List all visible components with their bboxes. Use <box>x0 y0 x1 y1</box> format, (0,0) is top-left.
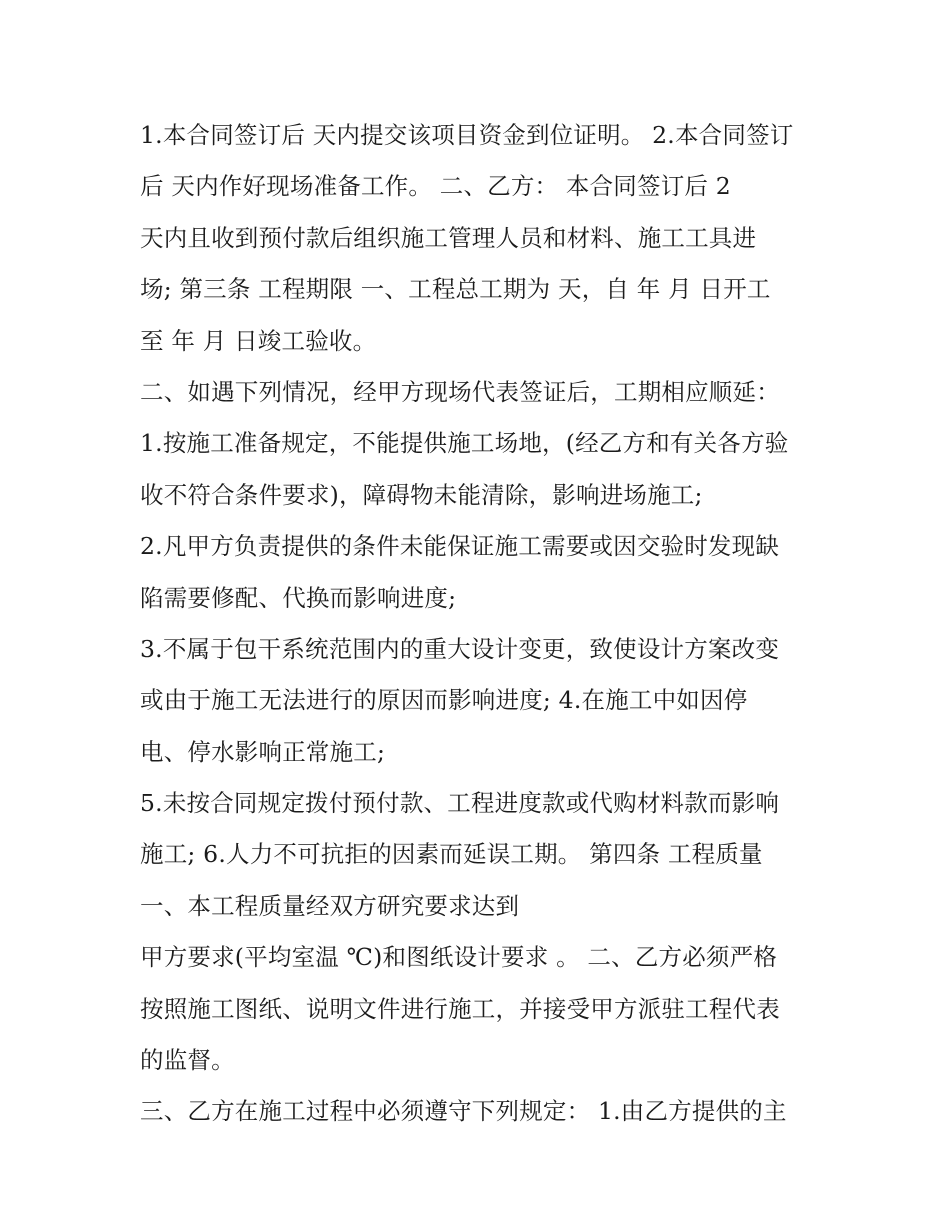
text-line: 甲方要求(平均室温 ℃)和图纸设计要求 。 二、乙方必须严格 <box>140 943 778 972</box>
text-line: 二、如遇下列情况，经甲方现场代表签证后，工期相应顺延： <box>140 377 780 406</box>
text-line: 1.本合同签订后 天内提交该项目资金到位证明。 2.本合同签订 <box>140 121 794 149</box>
text-line: 5.未按合同规定拨付预付款、工程进度款或代购材料款而影响 <box>140 789 780 818</box>
text-line: 三、乙方在施工过程中必须遵守下列规定： 1.由乙方提供的主 <box>140 1097 787 1126</box>
text-line: 2.凡甲方负责提供的条件未能保证施工需要或因交验时发现缺 <box>140 532 780 561</box>
text-line: 的监督。 <box>140 1046 235 1075</box>
text-line: 按照施工图纸、说明文件进行施工，并接受甲方派驻工程代表 <box>140 994 780 1023</box>
text-line: 至 年 月 日竣工验收。 <box>140 326 377 355</box>
text-line: 一、本工程质量经双方研究要求达到 <box>140 891 520 920</box>
text-line: 场; 第三条 工程期限 一、工程总工期为 天，自 年 月 日开工 <box>140 275 771 304</box>
text-line: 1.按施工准备规定，不能提供施工场地，(经乙方和有关各方验 <box>140 429 789 458</box>
text-line: 天内且收到预付款后组织施工管理人员和材料、施工工具进 <box>140 223 757 252</box>
text-line: 陷需要修配、代换而影响进度; <box>140 583 457 612</box>
text-line: 施工; 6.人力不可抗拒的因素而延误工期。 第四条 工程质量 <box>140 840 763 869</box>
text-line: 后 天内作好现场准备工作。 二、乙方： 本合同签订后 2 <box>140 172 731 201</box>
text-line: 收不符合条件要求)，障碍物未能清除，影响进场施工; <box>140 480 703 509</box>
text-line: 或由于施工无法进行的原因而影响进度; 4.在施工中如因停 <box>140 686 748 715</box>
contract-text-body <box>140 110 830 1138</box>
text-line: 3.不属于包干系统范围内的重大设计变更，致使设计方案改变 <box>140 634 780 663</box>
text-line: 电、停水影响正常施工; <box>140 737 386 766</box>
